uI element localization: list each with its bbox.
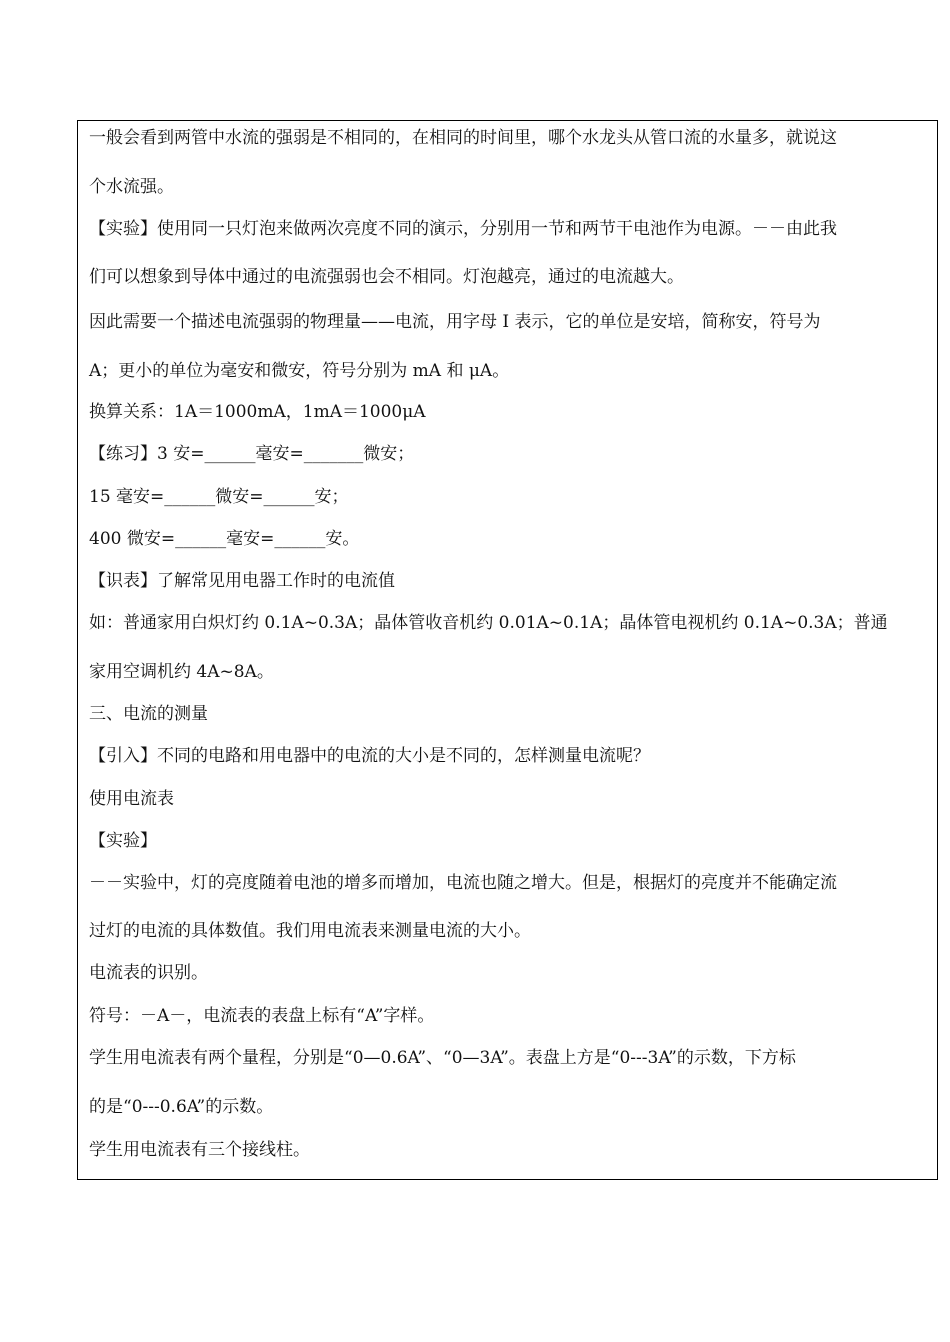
text-line-3: 【实验】使用同一只灯泡来做两次亮度不同的演示，分别用一节和两节干电池作为电源。－－由此我 — [89, 219, 837, 239]
text-line-22: 学生用电流表有两个量程，分别是“0—0.6A”、“0—3A”。表盘上方是“0---3A”的示数，下方标 — [89, 1048, 796, 1068]
text-line-19: 过灯的电流的具体数值。我们用电流表来测量电流的大小。 — [89, 921, 531, 941]
text-line-23: 的是“0---0.6A”的示数。 — [89, 1097, 274, 1117]
text-line-8: 【练习】3 安=______毫安=_______微安； — [89, 444, 415, 464]
text-line-6: A；更小的单位为毫安和微安，符号分别为 mA 和 μA。 — [89, 361, 510, 381]
text-line-7: 换算关系：1A＝1000mA，1mA＝1000μA — [89, 402, 426, 422]
text-line-4: 们可以想象到导体中通过的电流强弱也会不相同。灯泡越亮，通过的电流越大。 — [89, 267, 684, 287]
text-line-2: 个水流强。 — [89, 177, 174, 197]
text-line-21: 符号：－A－，电流表的表盘上标有“A”字样。 — [89, 1006, 435, 1026]
text-line-15: 【引入】不同的电路和用电器中的电流的大小是不同的，怎样测量电流呢？ — [89, 746, 650, 766]
text-line-20: 电流表的识别。 — [89, 963, 208, 983]
text-line-24: 学生用电流表有三个接线柱。 — [89, 1140, 310, 1160]
text-line-11: 【识表】了解常见用电器工作时的电流值 — [89, 571, 395, 591]
text-line-14: 三、电流的测量 — [89, 704, 208, 724]
text-line-16: 使用电流表 — [89, 789, 174, 809]
text-line-17: 【实验】 — [89, 831, 157, 851]
text-line-1: 一般会看到两管中水流的强弱是不相同的，在相同的时间里，哪个水龙头从管口流的水量多，就说这 — [89, 128, 837, 148]
text-line-9: 15 毫安=______微安=______安； — [89, 487, 349, 507]
text-line-12: 如：普通家用白炽灯约 0.1A~0.3A；晶体管收音机约 0.01A~0.1A；晶体管电视机约 0.1A~0.3A；普通 — [89, 613, 888, 633]
text-line-18: －－实验中，灯的亮度随着电池的增多而增加，电流也随之增大。但是，根据灯的亮度并不能确定流 — [89, 873, 837, 893]
text-line-5: 因此需要一个描述电流强弱的物理量——电流，用字母 I 表示，它的单位是安培，简称安，符号为 — [89, 312, 821, 332]
text-line-13: 家用空调机约 4A~8A。 — [89, 662, 274, 682]
text-line-10: 400 微安=______毫安=______安。 — [89, 529, 360, 549]
